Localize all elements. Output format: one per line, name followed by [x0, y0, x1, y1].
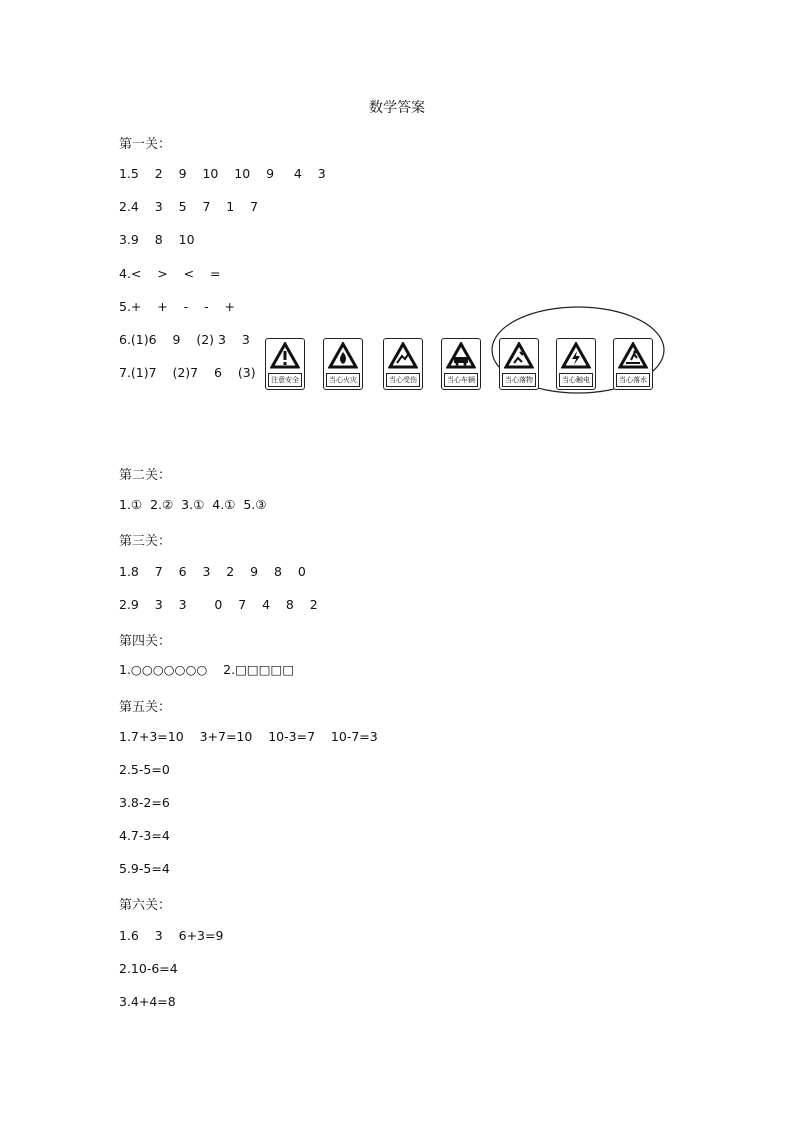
answer-line: 1.8 7 6 3 2 9 8 0 [119, 564, 306, 579]
safety-signs-row [262, 300, 672, 400]
answer-line: 2.4 3 5 7 1 7 [119, 199, 259, 214]
sign-caption: 注意安全 [268, 373, 302, 387]
answer-line: 4.< > < = [119, 266, 221, 281]
answer-line: 1.① 2.② 3.① 4.① 5.③ [119, 497, 267, 512]
answer-line: 5.+ + - - + [119, 299, 235, 314]
injury-icon [388, 342, 418, 369]
lightning-icon [561, 342, 591, 369]
section-heading-2: 第二关： [119, 468, 172, 483]
sign-caption: 当心触电 [559, 373, 593, 387]
safety-sign [613, 338, 653, 390]
answer-line: 1.○○○○○○○ 2.□□□□□ [119, 662, 295, 677]
answer-line: 6.(1)6 9 (2) 3 3 [119, 332, 250, 347]
safety-sign [383, 338, 423, 390]
sign-caption: 当心落物 [502, 373, 536, 387]
section-heading-4: 第四关： [119, 634, 172, 649]
sign-caption: 当心车辆 [444, 373, 478, 387]
answer-line: 2.5-5=0 [119, 762, 170, 777]
answer-line: 1.7+3=10 3+7=10 10-3=7 10-7=3 [119, 729, 378, 744]
safety-sign [265, 338, 305, 390]
section-heading-5: 第五关： [119, 700, 172, 715]
answer-line: 2.9 3 3 0 7 4 8 2 [119, 597, 318, 612]
sign-caption: 当心受伤 [386, 373, 420, 387]
page-title: 数学答案 [369, 100, 425, 116]
answer-line: 4.7-3=4 [119, 828, 170, 843]
answer-line: 3.8-2=6 [119, 795, 170, 810]
safety-sign [323, 338, 363, 390]
section-heading-3: 第三关： [119, 534, 172, 549]
safety-sign [556, 338, 596, 390]
falling-object-icon [504, 342, 534, 369]
safety-sign [441, 338, 481, 390]
sign-caption: 当心火灾 [326, 373, 360, 387]
drowning-icon [618, 342, 648, 369]
answer-line: 7.(1)7 (2)7 6 (3) [119, 365, 256, 380]
answer-line: 2.10-6=4 [119, 961, 178, 976]
answer-line: 5.9-5=4 [119, 861, 170, 876]
answer-line: 3.4+4=8 [119, 994, 176, 1009]
answer-line: 1.5 2 9 10 10 9 4 3 [119, 166, 326, 181]
safety-sign [499, 338, 539, 390]
answer-line: 3.9 8 10 [119, 232, 195, 247]
sign-caption: 当心落水 [616, 373, 650, 387]
section-heading-1: 第一关： [119, 137, 172, 152]
fire-icon [328, 342, 358, 369]
section-heading-6: 第六关： [119, 898, 172, 913]
exclamation-icon [270, 342, 300, 369]
answer-line: 1.6 3 6+3=9 [119, 928, 224, 943]
vehicle-icon [446, 342, 476, 369]
